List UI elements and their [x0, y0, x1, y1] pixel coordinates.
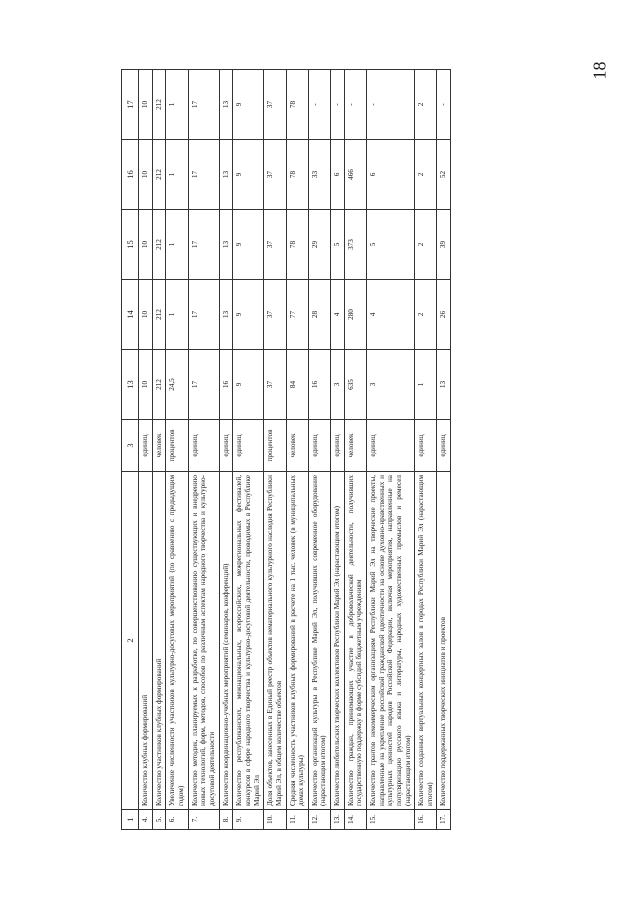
- indicator-name-cell: Доля объектов, занесенных в Единый реестр объектов нематериального культурного наследия Республики Марий Эл, в общем количестве объектов: [264, 472, 286, 810]
- table-row: [308, 70, 330, 830]
- row-number-cell: 12.: [308, 810, 330, 830]
- indicator-name-cell: Количество республиканских, межнациональных, всероссийских, межрегиональных фестивалей, конкурсов в сфере народного творчества и культурно-досуговой деятельности, проводимых в Республике Марий Эл: [233, 472, 264, 810]
- value-cell: 3: [331, 350, 345, 420]
- table-row: [152, 70, 166, 830]
- value-cell: 29: [308, 210, 330, 280]
- value-cell: 1: [415, 350, 437, 420]
- value-cell: 13: [437, 350, 451, 420]
- unit-cell: единиц: [331, 420, 345, 472]
- value-cell: 9: [233, 350, 264, 420]
- value-cell: 17: [188, 140, 219, 210]
- indicator-name-cell: Количество методик, планируемых к разработке, по совершенствованию существующих и внедрению новых технологий, форм, методов, способов по различным аспектам народного творчества и культурно-досуговой деятельности: [188, 472, 219, 810]
- header-cell: 13: [122, 350, 139, 420]
- value-cell: 1: [166, 280, 188, 350]
- table-row: [233, 70, 264, 830]
- value-cell: 3: [367, 350, 415, 420]
- value-cell: 78: [286, 70, 308, 140]
- table-row: [139, 70, 153, 830]
- value-cell: 10: [139, 140, 153, 210]
- value-cell: 33: [308, 140, 330, 210]
- value-cell: 37: [264, 350, 286, 420]
- value-cell: 2: [415, 70, 437, 140]
- value-cell: 13: [219, 210, 233, 280]
- value-cell: 212: [152, 70, 166, 140]
- unit-cell: человек: [344, 420, 366, 472]
- indicator-name-cell: Количество граждан, принимающих участие в добровольческой деятельности, получивших государственную поддержку в форме субсидий бюджетным учреждениям: [344, 472, 366, 810]
- value-cell: 4: [331, 280, 345, 350]
- table-header-row: [122, 70, 139, 830]
- value-cell: -: [308, 70, 330, 140]
- value-cell: 84: [286, 350, 308, 420]
- value-cell: 5: [331, 210, 345, 280]
- value-cell: 77: [286, 280, 308, 350]
- value-cell: -: [437, 70, 451, 140]
- row-number-cell: 13.: [331, 810, 345, 830]
- value-cell: 24,5: [166, 350, 188, 420]
- indicator-name-cell: Количество созданных виртуальных концертных залов в городах Республики Марий Эл (нарастающим итогом): [415, 472, 437, 810]
- table-row: [219, 70, 233, 830]
- row-number-cell: 9.: [233, 810, 264, 830]
- rotated-table-wrapper: [121, 70, 621, 830]
- indicator-name-cell: Количество поддержанных творческих инициатив и проектов: [437, 472, 451, 810]
- value-cell: 2: [415, 210, 437, 280]
- value-cell: 78: [286, 210, 308, 280]
- header-cell: 3: [122, 420, 139, 472]
- indicator-name-cell: Количество участников клубных формирований: [152, 472, 166, 810]
- row-number-cell: 16.: [415, 810, 437, 830]
- table-row: [437, 70, 451, 830]
- value-cell: 635: [344, 350, 366, 420]
- row-number-cell: 6.: [166, 810, 188, 830]
- unit-cell: единиц: [415, 420, 437, 472]
- value-cell: 37: [264, 140, 286, 210]
- table-row: [264, 70, 286, 830]
- value-cell: 373: [344, 210, 366, 280]
- value-cell: 9: [233, 70, 264, 140]
- header-cell: 2: [122, 472, 139, 810]
- value-cell: 17: [188, 350, 219, 420]
- indicators-table: [121, 69, 451, 830]
- unit-cell: единиц: [367, 420, 415, 472]
- unit-cell: единиц: [437, 420, 451, 472]
- row-number-cell: 8.: [219, 810, 233, 830]
- value-cell: 466: [344, 140, 366, 210]
- value-cell: -: [367, 70, 415, 140]
- value-cell: -: [331, 70, 345, 140]
- value-cell: 26: [437, 280, 451, 350]
- unit-cell: единиц: [308, 420, 330, 472]
- table-row: [166, 70, 188, 830]
- unit-cell: процентов: [264, 420, 286, 472]
- row-number-cell: 11.: [286, 810, 308, 830]
- value-cell: 9: [233, 210, 264, 280]
- value-cell: 10: [139, 210, 153, 280]
- table-row: [331, 70, 345, 830]
- unit-cell: процентов: [166, 420, 188, 472]
- value-cell: 17: [188, 280, 219, 350]
- value-cell: 1: [166, 70, 188, 140]
- page-number: 18: [589, 61, 610, 80]
- value-cell: 9: [233, 280, 264, 350]
- value-cell: 10: [139, 350, 153, 420]
- value-cell: -: [344, 70, 366, 140]
- value-cell: 17: [188, 70, 219, 140]
- row-number-cell: 14.: [344, 810, 366, 830]
- table-row: [415, 70, 437, 830]
- indicator-name-cell: Количество любительских творческих коллективов Республики Марий Эл (нарастающим итогом): [331, 472, 345, 810]
- table-row: [367, 70, 415, 830]
- value-cell: 17: [188, 210, 219, 280]
- row-number-cell: 5.: [152, 810, 166, 830]
- value-cell: 4: [367, 280, 415, 350]
- indicator-name-cell: Средняя численность участников клубных формирований в расчете на 1 тыс. человек (в муниципальных домах культуры): [286, 472, 308, 810]
- table-row: [344, 70, 366, 830]
- value-cell: 13: [219, 280, 233, 350]
- row-number-cell: 4.: [139, 810, 153, 830]
- value-cell: 78: [286, 140, 308, 210]
- value-cell: 16: [219, 350, 233, 420]
- header-cell: 17: [122, 70, 139, 140]
- value-cell: 212: [152, 280, 166, 350]
- header-cell: 15: [122, 210, 139, 280]
- row-number-cell: 10.: [264, 810, 286, 830]
- unit-cell: человек: [286, 420, 308, 472]
- indicator-name-cell: Количество организаций культуры в Республике Марий Эл, получивших современное оборудование (нарастающим итогом): [308, 472, 330, 810]
- value-cell: 5: [367, 210, 415, 280]
- unit-cell: единиц: [233, 420, 264, 472]
- value-cell: 212: [152, 140, 166, 210]
- unit-cell: человек: [152, 420, 166, 472]
- table-body: [139, 70, 451, 830]
- value-cell: 52: [437, 140, 451, 210]
- value-cell: 28: [308, 280, 330, 350]
- value-cell: 280: [344, 280, 366, 350]
- value-cell: 2: [415, 280, 437, 350]
- row-number-cell: 15.: [367, 810, 415, 830]
- value-cell: 212: [152, 350, 166, 420]
- row-number-cell: 17.: [437, 810, 451, 830]
- indicator-name-cell: Количество клубных формирований: [139, 472, 153, 810]
- value-cell: 2: [415, 140, 437, 210]
- value-cell: 16: [308, 350, 330, 420]
- value-cell: 10: [139, 70, 153, 140]
- table-row: [188, 70, 219, 830]
- unit-cell: единиц: [139, 420, 153, 472]
- header-cell: 1: [122, 810, 139, 830]
- unit-cell: единиц: [219, 420, 233, 472]
- value-cell: 1: [166, 140, 188, 210]
- value-cell: 1: [166, 210, 188, 280]
- value-cell: 39: [437, 210, 451, 280]
- header-cell: 14: [122, 280, 139, 350]
- unit-cell: единиц: [188, 420, 219, 472]
- row-number-cell: 7.: [188, 810, 219, 830]
- value-cell: 10: [139, 280, 153, 350]
- indicator-name-cell: Количество координационно-учебных мероприятий (семинаров, конференций): [219, 472, 233, 810]
- value-cell: 37: [264, 210, 286, 280]
- indicator-name-cell: Увеличение численности участников культурно-досуговых мероприятий (по сравнению с предыдущим годом): [166, 472, 188, 810]
- header-cell: 16: [122, 140, 139, 210]
- value-cell: 9: [233, 140, 264, 210]
- table-row: [286, 70, 308, 830]
- value-cell: 212: [152, 210, 166, 280]
- value-cell: 6: [331, 140, 345, 210]
- indicator-name-cell: Количество грантов некоммерческим организациям Республики Марий Эл на творческие проекты, направленные на укрепление российской гражданской идентичности на основе духовно-нравственных и культурных ценностей народов Российской Федерации, включая мероприятия, направленные на популяризацию русского языка и литературы, народных художественных промыслов и ремесел (нарастающим итогом): [367, 472, 415, 810]
- value-cell: 6: [367, 140, 415, 210]
- value-cell: 13: [219, 70, 233, 140]
- value-cell: 13: [219, 140, 233, 210]
- value-cell: 37: [264, 70, 286, 140]
- value-cell: 37: [264, 280, 286, 350]
